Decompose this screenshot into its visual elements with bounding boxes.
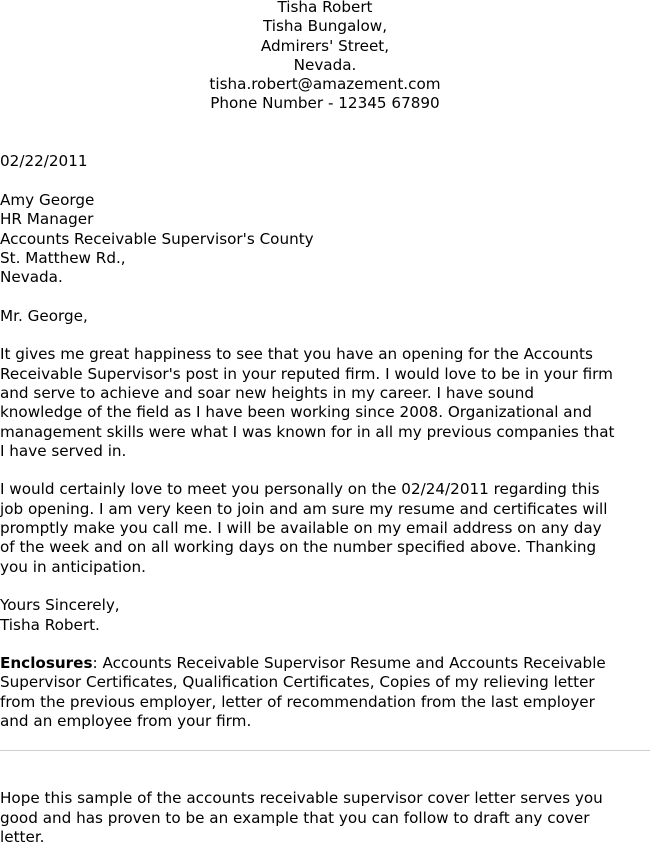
enclosures-label: Enclosures: [0, 654, 93, 673]
paragraph-line: management skills were what I was known for in all my previous companies that: [0, 422, 615, 441]
letter-date: 02/22/2011: [0, 152, 88, 171]
recipient-name: Amy George: [0, 190, 95, 209]
enclosures-first-line: [0, 654, 650, 673]
paragraph-line: Receivable Supervisor's post in your reputed firm. I would love to be in your firm: [0, 364, 613, 383]
sender-block: [0, 0, 650, 114]
recipient-state: Nevada.: [0, 268, 63, 287]
spacer: [0, 326, 650, 345]
paragraph-line: and serve to achieve and soar new heights in my career. I have sound: [0, 383, 535, 402]
signature-name: Tisha Robert.: [0, 615, 100, 634]
footer-line: Hope this sample of the accounts receivable supervisor cover letter serves you: [0, 789, 603, 808]
spacer: [0, 172, 650, 191]
spacer: [0, 114, 650, 153]
paragraph-line: job opening. I am very keen to join and am sure my resume and certificates will: [0, 499, 608, 518]
footer-note: [0, 789, 650, 847]
enclosures-text: : Accounts Receivable Supervisor Resume and Accounts Receivable: [92, 654, 606, 673]
footer-line: letter.: [0, 827, 45, 846]
spacer: [0, 731, 650, 750]
recipient-company: Accounts Receivable Supervisor's County: [0, 229, 314, 248]
closing-block: [0, 596, 650, 635]
enclosures-block: [0, 654, 650, 731]
spacer: [0, 287, 650, 306]
spacer: [0, 461, 650, 480]
recipient-title: HR Manager: [0, 210, 94, 229]
paragraph-line: promptly make you call me. I will be available on my email address on any day: [0, 519, 602, 538]
recipient-block: [0, 191, 650, 287]
enclosures-line: from the previous employer, letter of recommendation from the last employer: [0, 692, 595, 711]
sender-address-line: Admirers' Street,: [260, 36, 390, 55]
sender-address-line: Nevada.: [293, 55, 357, 74]
body-paragraph-2: [0, 480, 650, 576]
paragraph-line: knowledge of the field as I have been working since 2008. Organizational and: [0, 403, 592, 422]
paragraph-line: It gives me great happiness to see that you have an opening for the Accounts: [0, 345, 593, 364]
paragraph-line: of the week and on all working days on the number specified above. Thanking: [0, 538, 597, 557]
salutation: Mr. George,: [0, 306, 88, 325]
body-paragraph-1: [0, 345, 650, 461]
spacer: [0, 635, 650, 654]
enclosures-line: Supervisor Certificates, Qualification Certificates, Copies of my relieving letter: [0, 673, 595, 692]
recipient-street: St. Matthew Rd.,: [0, 248, 126, 267]
spacer: [0, 751, 650, 789]
paragraph-line: I have served in.: [0, 441, 127, 460]
enclosures-line: and an employee from your firm.: [0, 711, 252, 730]
valediction: Yours Sincerely,: [0, 596, 120, 615]
paragraph-line: you in anticipation.: [0, 557, 146, 576]
sender-email: tisha.robert@amazement.com: [209, 75, 441, 94]
sender-address-line: Tisha Bungalow,: [262, 17, 388, 36]
spacer: [0, 577, 650, 596]
paragraph-line: I would certainly love to meet you personally on the 02/24/2011 regarding this: [0, 480, 600, 499]
sender-phone: Phone Number - 12345 67890: [210, 94, 440, 113]
sender-name: Tisha Robert: [277, 0, 373, 16]
footer-line: good and has proven to be an example that you can follow to draft any cover: [0, 808, 590, 827]
